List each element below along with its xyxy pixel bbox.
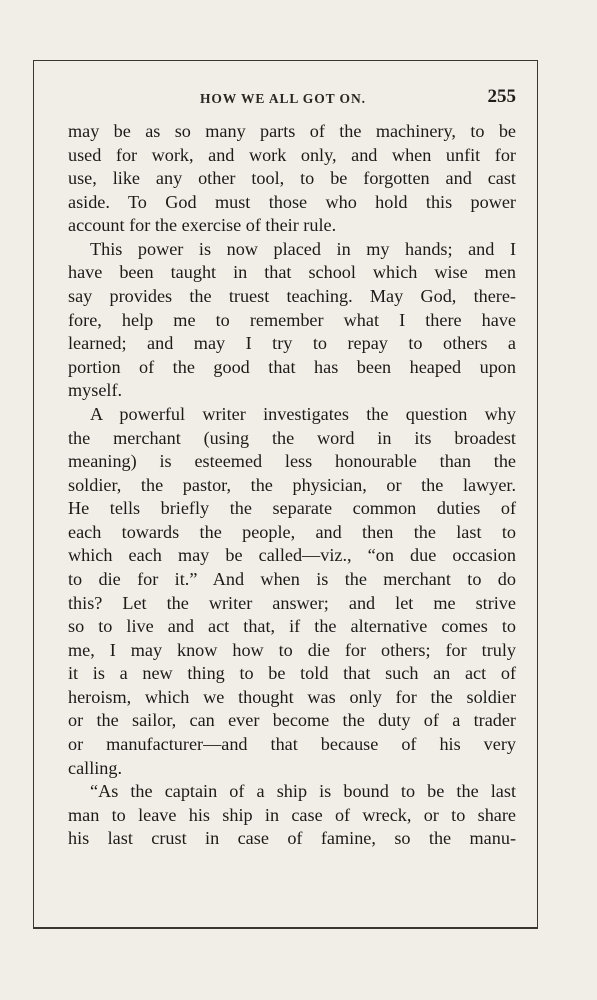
text-line: may be as so many parts of the machinery, to be: [68, 121, 516, 141]
text-line: He tells briefly the separate common duties of: [68, 498, 516, 519]
text-line: This power is now placed in my hands; and I: [90, 238, 516, 259]
text-line: “As the captain of a ship is bound to be the last: [90, 781, 516, 802]
text-line: have been taught in that school which wise men: [68, 262, 516, 283]
text-line: man to leave his ship in case of wreck, or to share: [68, 804, 516, 825]
text-line: fore, help me to remember what I there have: [68, 309, 516, 330]
text-line: soldier, the pastor, the physician, or the lawyer.: [68, 474, 516, 495]
text-line: each towards the people, and then the last to: [68, 521, 516, 542]
text-line: which each may be called—viz., “on due occasion: [68, 545, 516, 566]
running-header: [68, 86, 516, 110]
text-line: this? Let the writer answer; and let me strive: [68, 592, 516, 613]
text-line: meaning) is esteemed less honourable than the: [68, 451, 516, 472]
text-line: or manufacturer—and that because of his very: [68, 734, 516, 755]
text-line: myself.: [68, 380, 123, 401]
text-line: A powerful writer investigates the question why: [90, 403, 516, 424]
text-line: calling.: [68, 757, 123, 778]
text-line: his last crust in case of famine, so the manu-: [68, 828, 516, 849]
text-line: say provides the truest teaching. May God, there-: [68, 286, 516, 307]
text-line: the merchant (using the word in its broadest: [68, 427, 516, 448]
body-text: [68, 120, 516, 851]
text-line: heroism, which we thought was only for the soldier: [68, 686, 516, 707]
text-line: use, like any other tool, to be forgotten and cast: [68, 168, 516, 189]
text-line: aside. To God must those who hold this power: [68, 191, 516, 212]
text-line: used for work, and work only, and when unfit for: [68, 144, 516, 165]
text-line: me, I may know how to die for others; for truly: [68, 639, 516, 660]
text-line: so to live and act that, if the alternative comes to: [68, 616, 516, 637]
text-line: portion of the good that has been heaped upon: [68, 356, 516, 377]
text-line: or the sailor, can ever become the duty of a trader: [68, 710, 516, 731]
text-line: account for the exercise of their rule.: [68, 215, 337, 236]
text-line: learned; and may I try to repay to others a: [68, 333, 516, 354]
running-head-title: HOW WE ALL GOT ON.: [200, 91, 366, 106]
text-line: it is a new thing to be told that such an act of: [68, 663, 516, 684]
page-number: 255: [487, 86, 516, 107]
text-line: to die for it.” And when is the merchant to do: [68, 568, 516, 589]
